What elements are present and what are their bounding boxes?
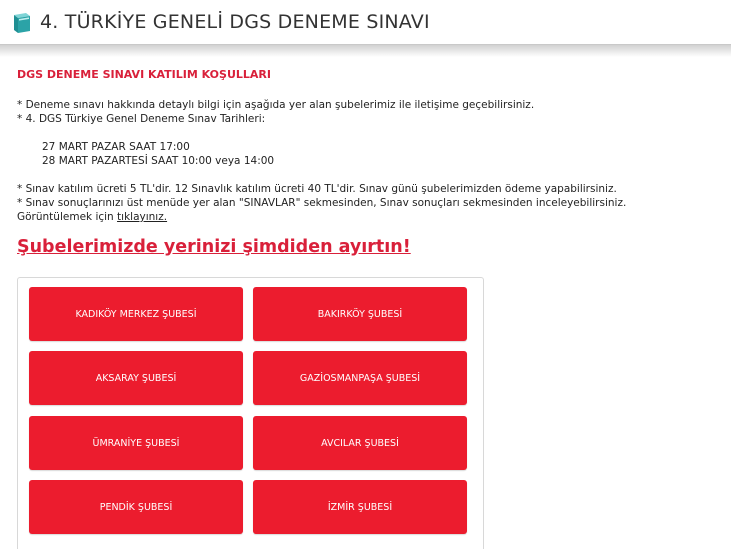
branch-button-izmir[interactable]: İZMİR ŞUBESİ	[253, 480, 467, 534]
view-results-link[interactable]: tıklayınız.	[117, 211, 168, 223]
branch-button-avcilar[interactable]: AVCILAR ŞUBESİ	[253, 416, 467, 470]
conditions-title: DGS DENEME SINAVI KATILIM KOŞULLARI	[17, 68, 271, 81]
branch-button-aksaray[interactable]: AKSARAY ŞUBESİ	[29, 351, 243, 405]
exam-dates-intro: * 4. DGS Türkiye Genel Deneme Sınav Tarihleri:	[17, 113, 266, 125]
branch-button-gaziosmanpasa[interactable]: GAZİOSMANPAŞA ŞUBESİ	[253, 351, 467, 405]
exam-date-1: 27 MART PAZAR SAAT 17:00	[42, 141, 190, 153]
branches-slogan[interactable]: Şubelerimizde yerinizi şimdiden ayırtın!	[17, 237, 411, 257]
branch-button-umraniye[interactable]: ÜMRANİYE ŞUBESİ	[29, 416, 243, 470]
branch-button-kadikoy[interactable]: KADIKÖY MERKEZ ŞUBESİ	[29, 287, 243, 341]
page-header	[0, 0, 731, 46]
contact-info-text: * Deneme sınavı hakkında detaylı bilgi için aşağıda yer alan şubelerimiz ile iletişime geçebilirsiniz.	[17, 99, 535, 111]
branch-button-bakirkoy[interactable]: BAKIRKÖY ŞUBESİ	[253, 287, 467, 341]
header-divider	[0, 44, 731, 57]
fee-info-text: * Sınav katılım ücreti 5 TL'dir. 12 Sınavlık katılım ücreti 40 TL'dir. Sınav günü şubelerimizden ödeme yapabilirsiniz.	[17, 183, 617, 195]
book-icon	[10, 12, 34, 34]
conditions-section	[17, 68, 717, 224]
view-results-line	[17, 210, 717, 224]
branches-panel	[17, 277, 484, 549]
results-info-text: * Sınav sonuçlarınızı üst menüde yer alan "SINAVLAR" sekmesinden, Sınav sonuçları sekmesinden inceleyebilirsiniz.	[17, 197, 627, 209]
exam-date-2: 28 MART PAZARTESİ SAAT 10:00 veya 14:00	[42, 155, 275, 167]
spacer	[17, 126, 717, 140]
spacer	[17, 168, 717, 182]
page-title: 4. TÜRKİYE GENELİ DGS DENEME SINAVI	[40, 11, 430, 33]
branch-button-pendik[interactable]: PENDİK ŞUBESİ	[29, 480, 243, 534]
view-results-prefix: Görüntülemek için	[17, 211, 118, 223]
